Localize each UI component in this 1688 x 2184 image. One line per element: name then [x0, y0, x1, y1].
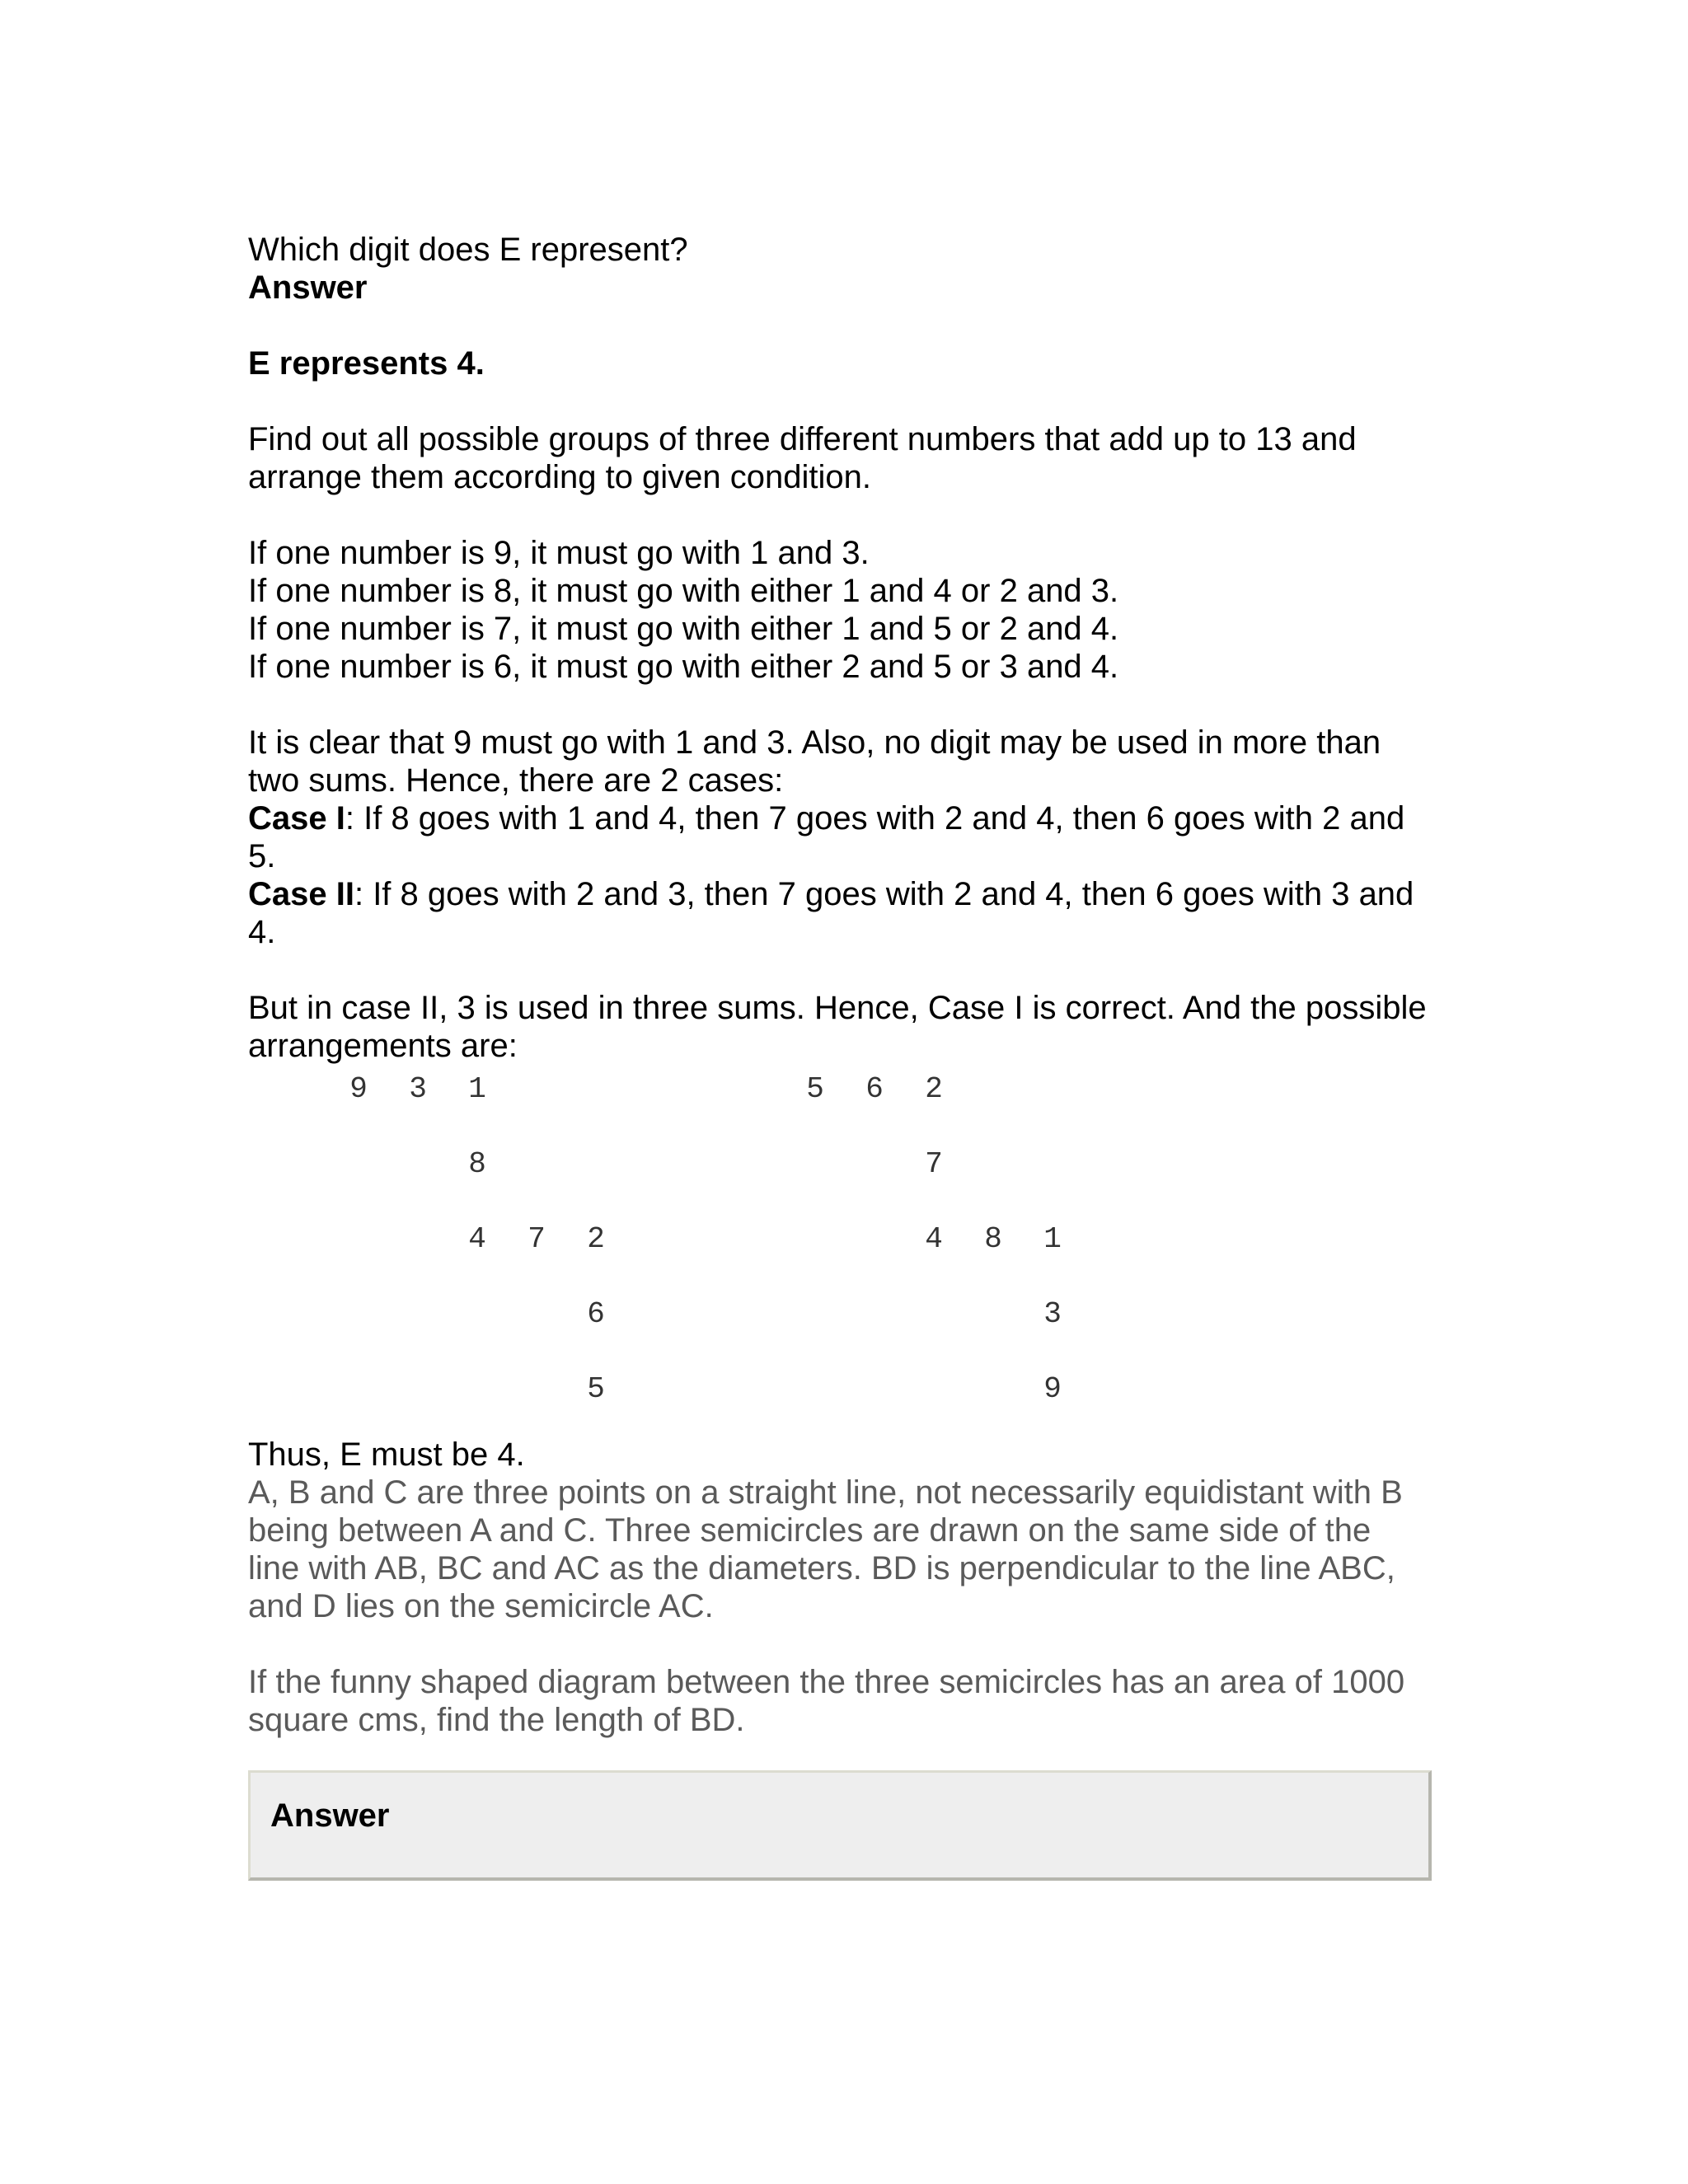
case-condition-line: If one number is 7, it must go with either 1 and 5 or 2 and 4. [248, 611, 1119, 647]
left-digit: 5 [587, 1372, 605, 1406]
intro-line: Find out all possible groups of three different numbers that add up to 13 and [248, 421, 1357, 457]
case-condition-line: If one number is 8, it must go with either 1 and 4 or 2 and 3. [248, 573, 1119, 609]
right-digit: 8 [984, 1222, 1002, 1256]
left-digit: 2 [587, 1222, 605, 1256]
document-body [248, 231, 1451, 1739]
answer-reveal-label[interactable]: Answer [270, 1797, 390, 1834]
case-two-label: Case II [248, 876, 354, 912]
problem-question-line: square cms, find the length of BD. [248, 1702, 745, 1738]
right-digit: 1 [1043, 1222, 1062, 1256]
problem-question-line: If the funny shaped diagram between the three semicircles has an area of 1000 [248, 1664, 1405, 1700]
answer-heading: Answer [248, 269, 368, 306]
case-condition-line: If one number is 9, it must go with 1 and 3. [248, 535, 870, 571]
right-digit: 4 [925, 1222, 943, 1256]
right-digit: 6 [865, 1072, 884, 1106]
problem-text-line: A, B and C are three points on a straight line, not necessarily equidistant with B [248, 1474, 1403, 1511]
case-one-continuation: 5. [248, 838, 276, 874]
right-digit: 3 [1043, 1297, 1062, 1331]
case-two-text: : If 8 goes with 2 and 3, then 7 goes with 2 and 4, then 6 goes with 3 and [354, 876, 1414, 912]
left-digit: 7 [528, 1222, 546, 1256]
case-one-text: : If 8 goes with 1 and 4, then 7 goes with 2 and 4, then 6 goes with 2 and [345, 800, 1405, 837]
left-digit: 3 [409, 1072, 427, 1106]
answer-statement: E represents 4. [248, 345, 485, 382]
problem-text-line: being between A and C. Three semicircles are drawn on the same side of the [248, 1512, 1372, 1549]
reasoning-line: It is clear that 9 must go with 1 and 3. Also, no digit may be used in more than [248, 724, 1381, 761]
left-digit: 9 [349, 1072, 368, 1106]
case-one-label: Case I [248, 800, 345, 837]
left-digit: 8 [468, 1147, 486, 1181]
question-text: Which digit does E represent? [248, 232, 688, 268]
conclusion-line: arrangements are: [248, 1028, 518, 1064]
case-condition-line: If one number is 6, it must go with either 2 and 5 or 3 and 4. [248, 649, 1119, 685]
problem-text-line: and D lies on the semicircle AC. [248, 1588, 714, 1624]
case-two-line [248, 875, 1451, 913]
left-digit: 1 [468, 1072, 486, 1106]
reasoning-line: two sums. Hence, there are 2 cases: [248, 762, 784, 799]
left-digit: 6 [587, 1297, 605, 1331]
right-digit: 7 [925, 1147, 943, 1181]
right-digit: 2 [925, 1072, 943, 1106]
case-one-line [248, 799, 1451, 837]
answer-reveal-box[interactable] [248, 1770, 1432, 1881]
intro-line: arrange them according to given condition. [248, 459, 872, 495]
conclusion-line: But in case II, 3 is used in three sums. Hence, Case I is correct. And the possible [248, 990, 1427, 1026]
case-two-continuation: 4. [248, 914, 276, 950]
right-digit: 9 [1043, 1372, 1062, 1406]
right-digit: 5 [806, 1072, 824, 1106]
final-answer-line: Thus, E must be 4. [248, 1436, 525, 1473]
problem-text-line: line with AB, BC and AC as the diameters. BD is perpendicular to the line ABC, [248, 1550, 1395, 1586]
left-digit: 4 [468, 1222, 486, 1256]
arrangement-grid [248, 1073, 1451, 1436]
